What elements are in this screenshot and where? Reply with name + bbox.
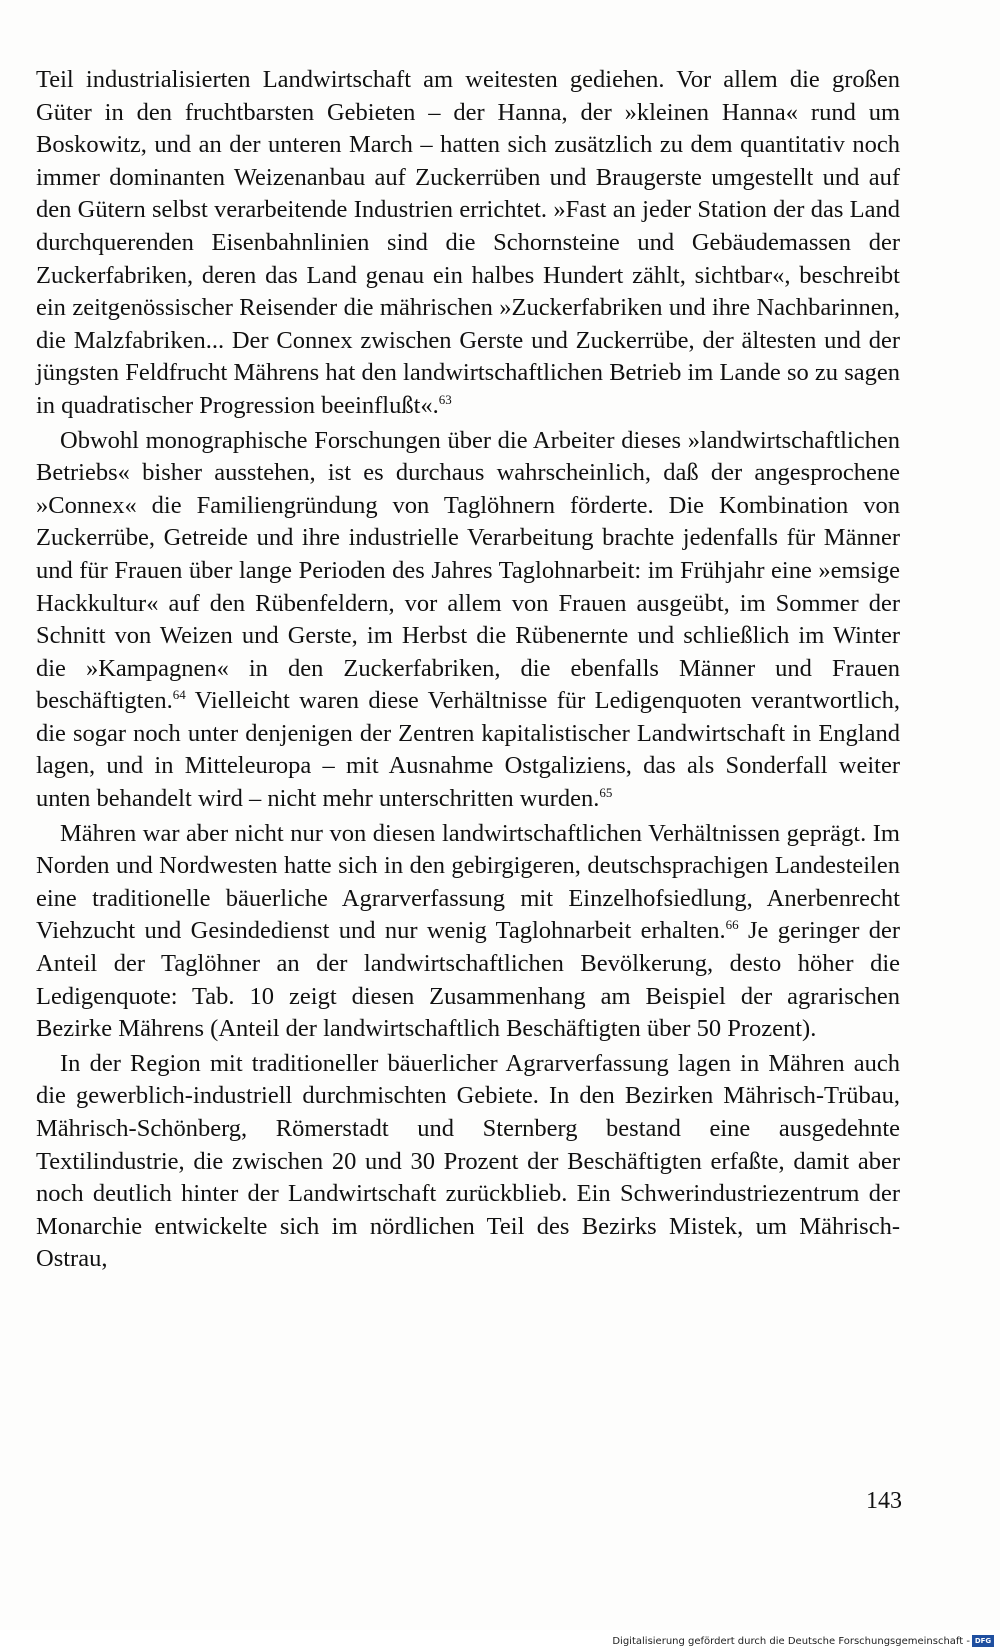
- footnote-ref-64: 64: [172, 687, 186, 703]
- paragraph-2: [36, 425, 900, 816]
- paragraph-2-text-a: Obwohl monographische Forschungen über die Arbeiter dieses »landwirtschaftlichen Betriebs« bisher ausstehen, ist es durchaus wahrscheinlich, daß der angesprochene »Connex« die Familiengründung von Taglöhnern förderte. Die Kombination von Zuckerrübe, Getreide und ihre industrielle Verarbeitung brachte jedenfalls für Männer und für Frauen über lange Perioden des Jahres Taglohnarbeit: im Frühjahr eine »emsige Hackkultur« auf den Rübenfeldern, vor allem von Frauen ausgeübt, im Sommer der Schnitt von Weizen und Gerste, im Herbst die Rübenernte und schließlich im Winter die »Kampagnen« in den Zuckerfabriken, die ebenfalls Männer und Frauen beschäftigten.: [36, 426, 900, 715]
- page-number: 143: [866, 1488, 902, 1514]
- footnote-ref-66: 66: [725, 917, 739, 933]
- digitization-credit: Digitalisierung gefördert durch die Deutsche Forschungsgemeinschaft -: [612, 1636, 970, 1647]
- paragraph-4-text: In der Region mit traditioneller bäuerlicher Agrarverfassung lagen in Mähren auch die gewerblich-industriell durchmischten Gebiete. In den Bezirken Mährisch-Trübau, Mährisch-Schönberg, Römerstadt und Sternberg bestand eine ausgedehnte Textilindustrie, die zwischen 20 und 30 Prozent der Beschäftigten erfaßte, damit aber noch deutlich hinter der Landwirtschaft zurückblieb. Ein Schwerindustriezentrum der Monarchie entwickelte sich im nördlichen Teil des Bezirks Mistek, um Mährisch-Ostrau,: [36, 1049, 900, 1273]
- footnote-ref-65: 65: [599, 784, 613, 800]
- body-text: [36, 64, 900, 1276]
- paragraph-4: [36, 1048, 900, 1276]
- footnote-ref-63: 63: [438, 391, 452, 407]
- paragraph-2-text-b: Vielleicht waren diese Verhältnisse für Ledigenquoten verantwortlich, die sogar noch unter denjenigen der Zentren kapitalistischer Landwirtschaft in England lagen, und in Mitteleuropa – mit Ausnahme Ostgaliziens, das als Sonderfall weiter unten behandelt wird – nicht mehr unterschritten wurden.: [36, 687, 900, 813]
- paragraph-1-text: Teil industrialisierten Landwirtschaft am weitesten gediehen. Vor allem die großen Güter in den fruchtbarsten Gebieten – der Hanna, der »kleinen Hanna« rund um Boskowitz, und an der unteren March – hatten sich zusätzlich zu dem quantitativ noch immer dominanten Weizenanbau auf Zuckerrüben und Braugerste umgestellt und auf den Gütern selbst verarbeitende Industrien errichtet. »Fast an jeder Station der das Land durchquerenden Eisenbahnlinien sind die Schornsteine und Gebäudemassen der Zuckerfabriken, deren das Land genau ein halbes Hundert zählt, sichtbar«, beschreibt ein zeitgenössischer Reisender die mährischen »Zuckerfabriken und ihre Nachbarinnen, die Malzfabriken... Der Connex zwischen Gerste und Zuckerrübe, der ältesten und der jüngsten Feldfrucht Mährens hat den landwirtschaftlichen Betrieb im Lande so zu sagen in quadratischer Progression beeinflußt«.: [36, 66, 900, 419]
- paragraph-3-text-b: Je geringer der Anteil der Taglöhner an der landwirtschaftlichen Bevölkerung, desto höher die Ledigenquote: Tab. 10 zeigt diesen Zusammenhang am Beispiel der agrarischen Bezirke Mährens (Anteil der landwirtschaftlich Beschäftigten über 50 Prozent).: [36, 917, 900, 1043]
- paragraph-3-text-a: Mähren war aber nicht nur von diesen landwirtschaftlichen Verhältnissen geprägt. Im Norden und Nordwesten hatte sich in den gebirgigeren, deutschsprachigen Landesteilen eine traditionelle bäuerliche Agrarverfassung mit Einzelhofsiedlung, Anerbenrecht Viehzucht und Gesindedienst und nur wenig Taglohnarbeit erhalten.: [36, 819, 900, 945]
- dfg-logo: DFG: [972, 1635, 994, 1647]
- paragraph-3: [36, 818, 900, 1046]
- paragraph-1: [36, 64, 900, 423]
